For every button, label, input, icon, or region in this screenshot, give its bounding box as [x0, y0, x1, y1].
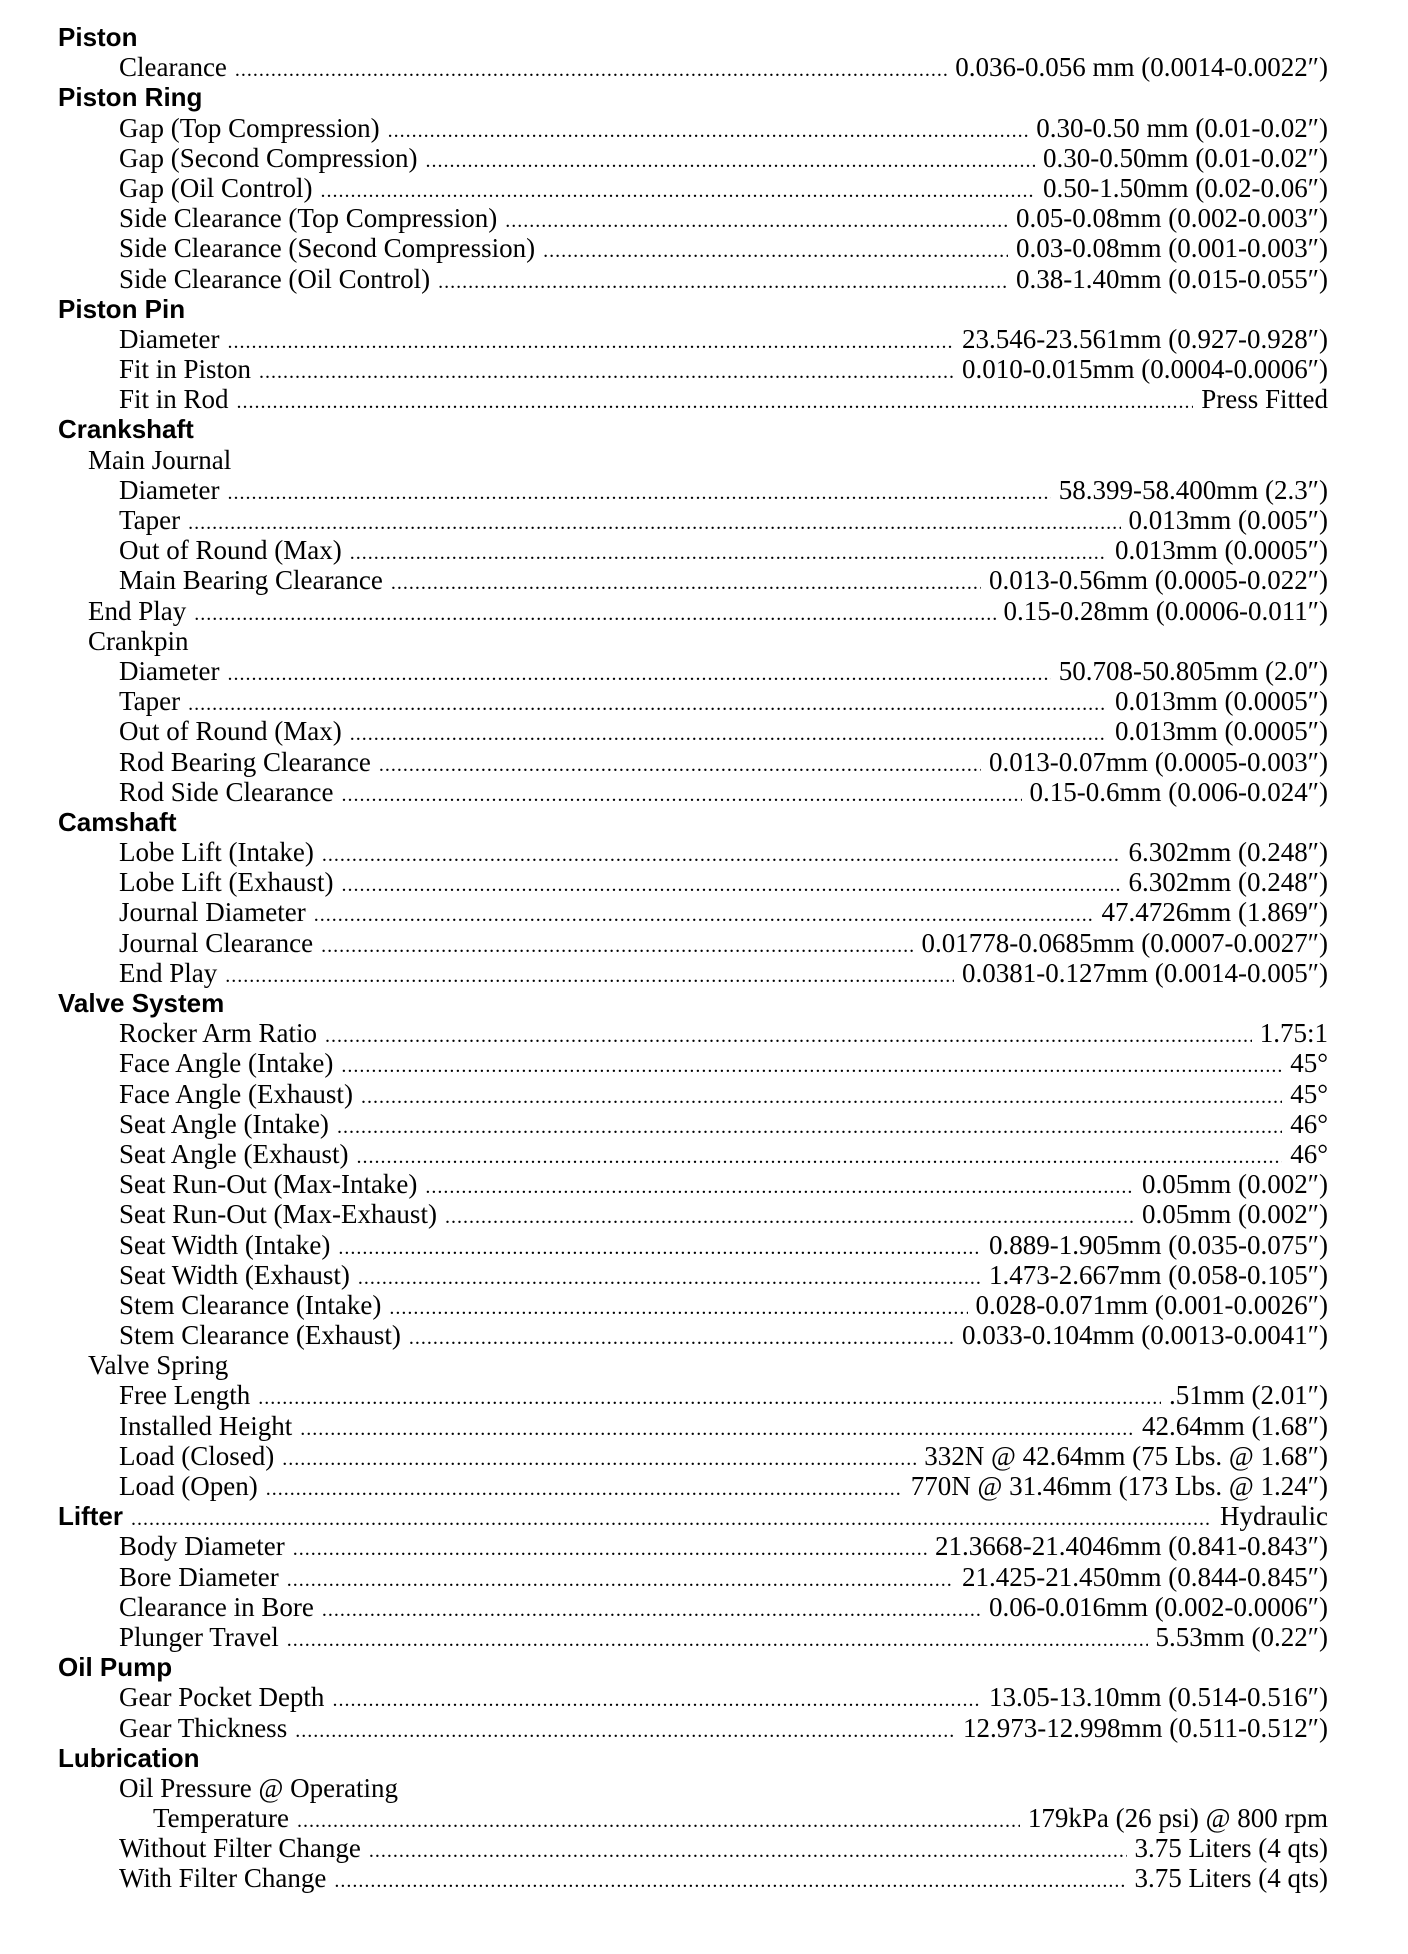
spec-value: 0.06-0.016mm (0.002-0.0006″) — [989, 1591, 1328, 1622]
spec-value: 0.05mm (0.002″) — [1142, 1169, 1328, 1200]
section-title: Piston Pin — [58, 293, 186, 324]
spec-label: Diameter — [119, 474, 220, 505]
spec-value: 21.425-21.450mm (0.844-0.845″) — [962, 1561, 1328, 1592]
spec-label: Rod Side Clearance — [119, 776, 334, 807]
subsection-title: Main Journal — [88, 444, 232, 475]
spec-label: Out of Round (Max) — [119, 716, 342, 747]
spec-value: 0.30-0.50mm (0.01-0.02″) — [1043, 142, 1328, 173]
dot-leader — [356, 1142, 1282, 1172]
spec-value: 1.75:1 — [1259, 1018, 1328, 1049]
spec-label: Without Filter Change — [119, 1833, 361, 1864]
spec-value: 770N @ 31.46mm (173 Lbs. @ 1.24″) — [910, 1471, 1328, 1501]
spec-value: 0.01778-0.0685mm (0.0007-0.0027″) — [921, 927, 1328, 958]
spec-value: 46° — [1290, 1108, 1328, 1139]
dot-leader — [445, 1202, 1134, 1232]
spec-label: Fit in Piston — [119, 354, 252, 385]
dot-leader — [314, 900, 1094, 930]
spec-row — [58, 535, 1328, 565]
spec-row — [58, 475, 1328, 505]
spec-row — [58, 1622, 1328, 1652]
spec-value: 0.013-0.07mm (0.0005-0.003″) — [989, 746, 1328, 777]
section-heading — [58, 414, 1328, 444]
spec-label: Stem Clearance (Exhaust) — [119, 1320, 401, 1351]
spec-value: 6.302mm (0.248″) — [1128, 837, 1328, 868]
subsection-heading — [58, 1350, 1328, 1380]
section-heading — [58, 807, 1328, 837]
spec-label: Diameter — [119, 323, 220, 354]
spec-value: 0.50-1.50mm (0.02-0.06″) — [1043, 172, 1328, 203]
dot-leader — [235, 55, 947, 85]
spec-row — [58, 1833, 1328, 1863]
dot-leader — [425, 1172, 1134, 1202]
spec-label: Oil Pressure @ Operating — [119, 1772, 399, 1803]
spec-row — [58, 867, 1328, 897]
spec-row — [58, 958, 1328, 988]
spec-label: End Play — [88, 595, 187, 626]
dot-leader — [389, 1293, 967, 1323]
section-title: Oil Pump — [58, 1652, 173, 1683]
section-title: Piston Ring — [58, 82, 203, 113]
spec-row — [58, 716, 1328, 746]
spec-row — [58, 1109, 1328, 1139]
spec-row — [58, 686, 1328, 716]
dot-leader — [297, 1806, 1020, 1836]
spec-value: 23.546-23.561mm (0.927-0.928″) — [962, 323, 1328, 354]
section-heading — [58, 22, 1328, 52]
spec-row — [58, 143, 1328, 173]
spec-label: Stem Clearance (Intake) — [119, 1289, 382, 1320]
section-heading — [58, 1501, 1328, 1531]
spec-label: Rod Bearing Clearance — [119, 746, 371, 777]
spec-label: Taper — [119, 505, 181, 535]
spec-value: 0.010-0.015mm (0.0004-0.0006″) — [962, 354, 1328, 385]
section-heading — [58, 988, 1328, 1018]
spec-label: Seat Run-Out (Max-Intake) — [119, 1169, 418, 1200]
section-heading — [58, 82, 1328, 112]
dot-leader — [325, 1021, 1252, 1051]
spec-value: 0.15-0.6mm (0.006-0.024″) — [1029, 776, 1328, 807]
spec-value: 0.05mm (0.002″) — [1142, 1199, 1328, 1230]
dot-leader — [322, 1595, 981, 1625]
spec-row — [58, 565, 1328, 595]
subsection-heading — [58, 445, 1328, 475]
spec-row — [58, 203, 1328, 233]
spec-row — [58, 1018, 1328, 1048]
spec-row — [58, 1139, 1328, 1169]
spec-value: Press Fitted — [1201, 384, 1328, 415]
spec-value: 0.036-0.056 mm (0.0014-0.0022″) — [955, 52, 1328, 83]
spec-label: Lobe Lift (Exhaust) — [119, 867, 334, 898]
section-heading — [58, 1743, 1328, 1773]
spec-label: Free Length — [119, 1380, 251, 1411]
spec-value: 12.973-12.998mm (0.511-0.512″) — [963, 1712, 1328, 1743]
spec-label: Body Diameter — [119, 1531, 285, 1562]
spec-label: Side Clearance (Second Compression) — [119, 233, 536, 264]
dot-leader — [438, 267, 1008, 297]
dot-leader — [341, 1051, 1282, 1081]
spec-row — [58, 1803, 1328, 1833]
spec-label: Clearance — [119, 52, 227, 83]
spec-row — [58, 1380, 1328, 1410]
spec-value: 6.302mm (0.248″) — [1128, 867, 1328, 898]
spec-label: Load (Open) — [119, 1471, 258, 1501]
spec-value: 50.708-50.805mm (2.0″) — [1058, 655, 1328, 686]
spec-value: 0.013mm (0.005″) — [1128, 505, 1328, 535]
spec-sheet — [58, 22, 1328, 1894]
spec-value: 0.03-0.08mm (0.001-0.003″) — [1016, 233, 1328, 264]
section-title: Camshaft — [58, 806, 177, 837]
spec-row — [58, 354, 1328, 384]
spec-value: 45° — [1290, 1078, 1328, 1109]
spec-row — [58, 1048, 1328, 1078]
spec-label: Rocker Arm Ratio — [119, 1018, 317, 1049]
spec-label: Journal Clearance — [119, 927, 314, 958]
spec-row — [58, 1471, 1328, 1501]
dot-leader — [287, 1565, 954, 1595]
spec-row — [58, 233, 1328, 263]
dot-leader — [237, 387, 1194, 417]
dot-leader — [505, 206, 1008, 236]
spec-label: Side Clearance (Top Compression) — [119, 203, 498, 234]
dot-leader — [350, 538, 1107, 568]
subsection-heading — [58, 626, 1328, 656]
spec-row — [58, 1441, 1328, 1471]
dot-leader — [287, 1625, 1148, 1655]
spec-label: Gap (Top Compression) — [119, 112, 380, 143]
spec-value: 13.05-13.10mm (0.514-0.516″) — [989, 1682, 1328, 1713]
spec-value: 47.4726mm (1.869″) — [1101, 897, 1328, 928]
spec-row — [58, 1079, 1328, 1109]
dot-leader — [379, 750, 981, 780]
spec-value: 0.013mm (0.0005″) — [1115, 716, 1328, 747]
dot-leader — [391, 568, 981, 598]
spec-value: 5.53mm (0.22″) — [1155, 1621, 1328, 1652]
spec-value: 0.30-0.50 mm (0.01-0.02″) — [1036, 112, 1328, 143]
spec-label: Out of Round (Max) — [119, 535, 342, 566]
spec-row — [58, 777, 1328, 807]
spec-label: Gear Pocket Depth — [119, 1682, 325, 1713]
spec-row — [58, 505, 1328, 535]
section-title: Piston — [58, 22, 138, 52]
dot-leader — [259, 357, 954, 387]
spec-row — [58, 324, 1328, 354]
dot-leader — [341, 780, 1021, 810]
dot-leader — [361, 1082, 1282, 1112]
spec-row — [58, 1531, 1328, 1561]
spec-row — [58, 52, 1328, 82]
spec-label: Seat Width (Intake) — [119, 1229, 331, 1260]
spec-value: 3.75 Liters (4 qts) — [1134, 1833, 1328, 1864]
spec-value: 3.75 Liters (4 qts) — [1134, 1863, 1328, 1894]
spec-row — [58, 1713, 1328, 1743]
spec-row — [58, 656, 1328, 686]
dot-leader — [369, 1836, 1127, 1866]
spec-row — [58, 113, 1328, 143]
dot-leader — [341, 870, 1120, 900]
spec-value: 0.889-1.905mm (0.035-0.075″) — [989, 1229, 1328, 1260]
spec-row — [58, 1260, 1328, 1290]
spec-value: 0.033-0.104mm (0.0013-0.0041″) — [962, 1320, 1328, 1351]
spec-value: 0.38-1.40mm (0.015-0.055″) — [1016, 263, 1328, 294]
spec-value: 0.013mm (0.0005″) — [1115, 535, 1328, 566]
spec-value: 42.64mm (1.68″) — [1142, 1410, 1328, 1441]
spec-value: .51mm (2.01″) — [1169, 1380, 1328, 1411]
spec-row — [58, 1199, 1328, 1229]
spec-label: Seat Run-Out (Max-Exhaust) — [119, 1199, 437, 1230]
spec-row — [58, 928, 1328, 958]
subsection-title: Crankpin — [88, 625, 189, 656]
dot-leader — [293, 1534, 927, 1564]
spec-value: 332N @ 42.64mm (75 Lbs. @ 1.68″) — [924, 1440, 1328, 1471]
spec-row — [58, 1592, 1328, 1622]
dot-leader — [188, 508, 1120, 538]
dot-leader — [188, 689, 1107, 719]
dot-leader — [337, 1112, 1282, 1142]
dot-leader — [320, 176, 1035, 206]
spec-row — [58, 1562, 1328, 1592]
spec-row — [58, 1320, 1328, 1350]
spec-label: Side Clearance (Oil Control) — [119, 263, 431, 294]
spec-row — [58, 1773, 1328, 1803]
spec-label: With Filter Change — [119, 1863, 327, 1894]
dot-leader — [131, 1504, 1212, 1534]
spec-label: Journal Diameter — [119, 897, 306, 928]
spec-label: Main Bearing Clearance — [119, 565, 383, 596]
dot-leader — [388, 116, 1029, 146]
spec-row — [58, 596, 1328, 626]
section-title: Crankshaft — [58, 414, 194, 445]
spec-row — [58, 1230, 1328, 1260]
spec-label: Installed Height — [119, 1410, 293, 1441]
spec-value: 0.0381-0.127mm (0.0014-0.005″) — [962, 957, 1328, 988]
spec-label: Diameter — [119, 655, 220, 686]
spec-row — [58, 747, 1328, 777]
dot-leader — [300, 1414, 1134, 1444]
dot-leader — [227, 659, 1050, 689]
spec-label: Face Angle (Intake) — [119, 1048, 334, 1079]
spec-label: Seat Angle (Exhaust) — [119, 1138, 349, 1169]
spec-label: Fit in Rod — [119, 384, 229, 415]
dot-leader — [322, 840, 1121, 870]
section-value: Hydraulic — [1220, 1501, 1328, 1532]
dot-leader — [321, 931, 913, 961]
section-title: Lifter — [58, 1501, 123, 1532]
spec-label: Load (Closed) — [119, 1440, 275, 1471]
subsection-title: Valve Spring — [88, 1350, 229, 1381]
spec-value: 0.15-0.28mm (0.0006-0.011″) — [1003, 595, 1328, 626]
spec-value: 179kPa (26 psi) @ 800 rpm — [1027, 1803, 1328, 1834]
spec-row — [58, 1290, 1328, 1320]
spec-value: 46° — [1290, 1138, 1328, 1169]
dot-leader — [194, 599, 995, 629]
spec-value: 21.3668-21.4046mm (0.841-0.843″) — [935, 1531, 1328, 1562]
spec-value: 0.013mm (0.0005″) — [1115, 686, 1328, 717]
spec-value: 1.473-2.667mm (0.058-0.105″) — [989, 1259, 1328, 1290]
spec-label: Plunger Travel — [119, 1621, 279, 1652]
dot-leader — [358, 1263, 981, 1293]
spec-label: Gap (Oil Control) — [119, 172, 313, 203]
spec-row — [58, 837, 1328, 867]
dot-leader — [338, 1233, 981, 1263]
spec-row — [58, 897, 1328, 927]
spec-value: 0.013-0.56mm (0.0005-0.022″) — [989, 565, 1328, 596]
section-heading — [58, 294, 1328, 324]
dot-leader — [295, 1716, 955, 1746]
dot-leader — [350, 719, 1107, 749]
spec-row — [58, 1863, 1328, 1893]
dot-leader — [543, 236, 1008, 266]
spec-label: Gear Thickness — [119, 1712, 288, 1743]
spec-value: 45° — [1290, 1048, 1328, 1079]
dot-leader — [409, 1323, 954, 1353]
spec-row — [58, 1411, 1328, 1441]
dot-leader — [258, 1383, 1161, 1413]
spec-row — [58, 1169, 1328, 1199]
section-title: Lubrication — [58, 1742, 200, 1773]
spec-label: Taper — [119, 686, 181, 717]
dot-leader — [225, 961, 954, 991]
spec-label: Gap (Second Compression) — [119, 142, 418, 173]
dot-leader — [227, 327, 954, 357]
spec-label: Seat Width (Exhaust) — [119, 1259, 350, 1290]
section-title: Valve System — [58, 988, 225, 1018]
spec-row — [58, 264, 1328, 294]
dot-leader — [332, 1685, 981, 1715]
section-heading — [58, 1652, 1328, 1682]
dot-leader — [266, 1474, 903, 1504]
dot-leader — [282, 1444, 916, 1474]
dot-leader — [227, 478, 1050, 508]
dot-leader — [425, 146, 1035, 176]
spec-label: Seat Angle (Intake) — [119, 1108, 329, 1139]
spec-label: End Play — [119, 957, 218, 988]
spec-value: 58.399-58.400mm (2.3″) — [1058, 474, 1328, 505]
spec-label: Bore Diameter — [119, 1561, 279, 1592]
spec-label: Face Angle (Exhaust) — [119, 1078, 353, 1109]
dot-leader — [334, 1866, 1126, 1896]
spec-label: Lobe Lift (Intake) — [119, 837, 314, 868]
spec-row — [58, 384, 1328, 414]
spec-value: 0.028-0.071mm (0.001-0.0026″) — [975, 1289, 1328, 1320]
spec-label: Clearance in Bore — [119, 1591, 314, 1622]
spec-row — [58, 173, 1328, 203]
spec-value: 0.05-0.08mm (0.002-0.003″) — [1016, 203, 1328, 234]
spec-row — [58, 1682, 1328, 1712]
spec-label: Temperature — [153, 1803, 290, 1834]
